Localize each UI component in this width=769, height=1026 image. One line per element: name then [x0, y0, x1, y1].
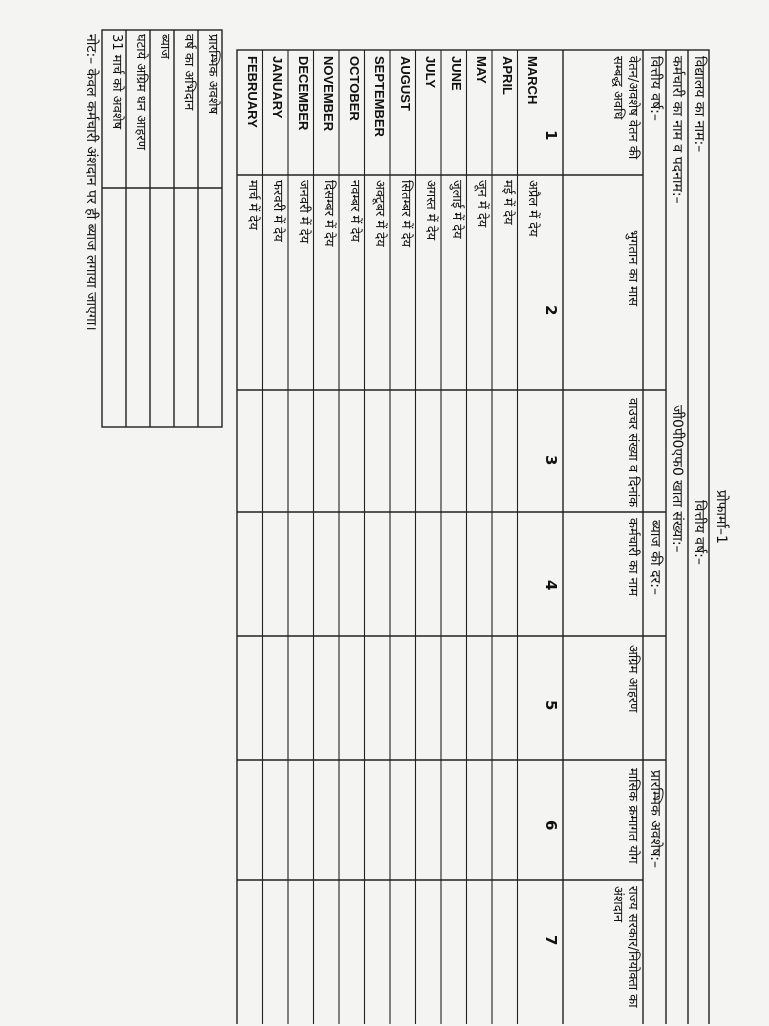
row-payment-month: जुलाई में देय [448, 180, 464, 239]
summary-interest: ब्याज [157, 34, 172, 59]
col1-number: 1 [542, 130, 560, 141]
col1-header: वेतन/अवशेष वेतन की सम्बद्ध अवधि [610, 56, 640, 160]
row-payment-month: फरवरी में देय [270, 180, 285, 242]
interest-rate-label: ब्याज की दर:– [647, 520, 663, 595]
fin-year-label: वित्तीय वर्ष:– [647, 56, 663, 121]
col7-number: 7 [542, 935, 560, 946]
row-month: JUNE [448, 56, 464, 91]
col6-header: मासिक क्रमागत योग [625, 768, 640, 864]
row-month: MAY [474, 56, 489, 84]
row-month: JULY [423, 56, 438, 89]
col6-number: 6 [542, 820, 560, 831]
row-payment-month: अक्टूबर में देय [372, 180, 387, 247]
form-title: प्रोफार्मा–1 [713, 490, 729, 544]
row-payment-month: मई में देय [499, 180, 515, 225]
row-month: SEPTEMBER [372, 56, 387, 137]
row-month: JANUARY [270, 56, 285, 119]
row-month: OCTOBER [346, 56, 362, 121]
col4-number: 4 [542, 580, 560, 591]
row-payment-month: सितम्बर में देय [397, 180, 413, 248]
row-month: MARCH [525, 56, 540, 105]
fin-year-center-label: वित्तीय वर्ष:– [691, 500, 707, 565]
row-payment-month: नवम्बर में देय [346, 180, 362, 242]
row-month: FEBRUARY [244, 56, 260, 128]
row-payment-month: अगस्त में देय [423, 180, 438, 241]
summary-closing: 31 मार्च को अवशेष [109, 34, 124, 130]
employee-name-label: कर्मचारी का नाम व पदनाम:– [669, 56, 685, 204]
col2-number: 2 [542, 305, 560, 316]
summary-opening: प्रारम्भिक अवशेष [205, 34, 220, 115]
summary-subscription: वर्ष का अभिदान [181, 34, 196, 111]
col3-number: 3 [542, 455, 560, 466]
summary-advance: घटाये अग्रिम धन आहरण [133, 34, 148, 151]
row-payment-month: अप्रैल में देय [525, 180, 540, 237]
row-month: NOVEMBER [321, 56, 336, 132]
row-month: DECEMBER [295, 56, 311, 131]
footer-note: नोट:– केवल कर्मचारी अंशदान पर ही ब्याज लगाया जाएगा। [83, 34, 99, 331]
gpf-account-label: जी0पी0एफ0 खाता संख्या:– [669, 405, 685, 553]
opening-balance-label: प्रारम्भिक अवशेष:– [647, 770, 663, 868]
col7-header: राज्य सरकार/नियोक्ता का अंशदान [610, 886, 640, 1008]
row-payment-month: मार्च में देय [244, 180, 260, 230]
school-name-label: विद्यालय का नाम:– [691, 56, 707, 153]
col5-number: 5 [542, 700, 560, 711]
col5-header: अग्रिम आहरण [625, 645, 640, 713]
col2-header: भुगतान का मास [625, 230, 640, 306]
row-payment-month: जनवरी में देय [295, 180, 311, 244]
row-month: AUGUST [397, 56, 413, 111]
col4-header: कर्मचारी का नाम [625, 518, 640, 597]
row-month: APRIL [499, 56, 515, 95]
col3-header: वाउचर संख्या व दिनांक [625, 398, 640, 508]
row-payment-month: जून में देय [474, 180, 489, 228]
row-payment-month: दिसम्बर में देय [321, 180, 336, 247]
